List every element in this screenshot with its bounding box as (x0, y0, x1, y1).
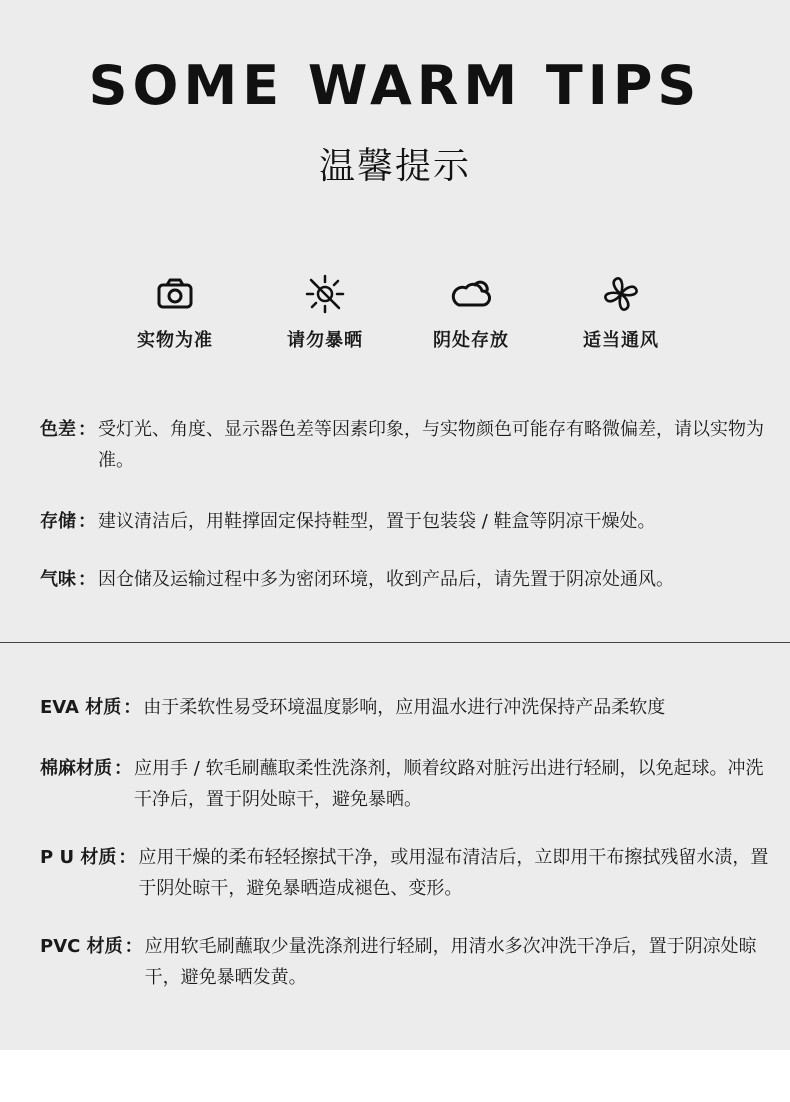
care-pvc (40, 931, 770, 993)
care-text: 应用软毛刷蘸取少量洗涤剂进行轻刷，用清水多次冲洗干净后，置于阴凉处晾干，避免暴晒发黄。 (144, 936, 757, 988)
tip-sep: ： (78, 511, 96, 532)
care-text: 由于柔软性易受环境温度影响，应用温水进行冲洗保持产品柔软度 (143, 697, 666, 718)
care-key: EVA 材质 (40, 697, 122, 718)
page-title-en: SOME WARM TIPS (88, 54, 702, 117)
tip-sep: ： (78, 419, 96, 440)
cloud-icon (449, 272, 493, 316)
care-sep: ： (124, 936, 143, 957)
tip-text: 建议清洁后，用鞋撑固定保持鞋型，置于包装袋 / 鞋盒等阴凉干燥处。 (98, 511, 656, 532)
tip-text: 受灯光、角度、显示器色差等因素印象，与实物颜色可能存有略微偏差，请以实物为准。 (98, 419, 764, 471)
feature-item-no-sun (255, 272, 395, 352)
fan-icon (599, 272, 643, 316)
tip-key: 气味 (40, 569, 76, 590)
care-text: 应用干燥的柔布轻轻擦拭干净，或用湿布清洁后，立即用干布擦拭残留水渍，置于阴处晾干，避免暴晒造成褪色、变形。 (138, 847, 769, 899)
page-title-cn: 温馨提示 (318, 146, 471, 187)
tip-text: 因仓储及运输过程中多为密闭环境，收到产品后，请先置于阴凉处通风。 (98, 569, 674, 590)
tip-key: 存储 (40, 511, 76, 532)
care-pu (40, 842, 770, 904)
care-sep: ： (118, 847, 137, 868)
care-eva (40, 692, 770, 723)
no-sun-icon (303, 272, 347, 316)
tip-sep: ： (78, 569, 96, 590)
camera-icon (153, 272, 197, 316)
feature-item-shade (401, 272, 541, 352)
feature-icons-row (0, 272, 790, 362)
feature-label: 阴处存放 (433, 330, 509, 351)
care-key: PVC 材质 (40, 936, 123, 957)
care-key: P U 材质 (40, 847, 117, 868)
tip-storage (40, 506, 770, 537)
feature-label: 实物为准 (137, 330, 213, 351)
feature-item-ventilate (551, 272, 691, 352)
tip-odor (40, 564, 770, 595)
feature-item-real (105, 272, 245, 352)
care-sep: ： (114, 758, 132, 779)
tip-key: 色差 (40, 419, 76, 440)
section-divider (0, 642, 790, 643)
tip-color (40, 414, 770, 476)
feature-label: 适当通风 (583, 330, 659, 351)
care-cotton-linen (40, 753, 770, 815)
feature-label: 请勿暴晒 (287, 330, 363, 351)
care-text: 应用手 / 软毛刷蘸取柔性洗涤剂，顺着纹路对脏污出进行轻刷，以免起球。冲洗干净后，置于阴处晾干，避免暴晒。 (134, 758, 764, 810)
care-sep: ： (123, 697, 142, 718)
care-key: 棉麻材质 (40, 758, 112, 779)
